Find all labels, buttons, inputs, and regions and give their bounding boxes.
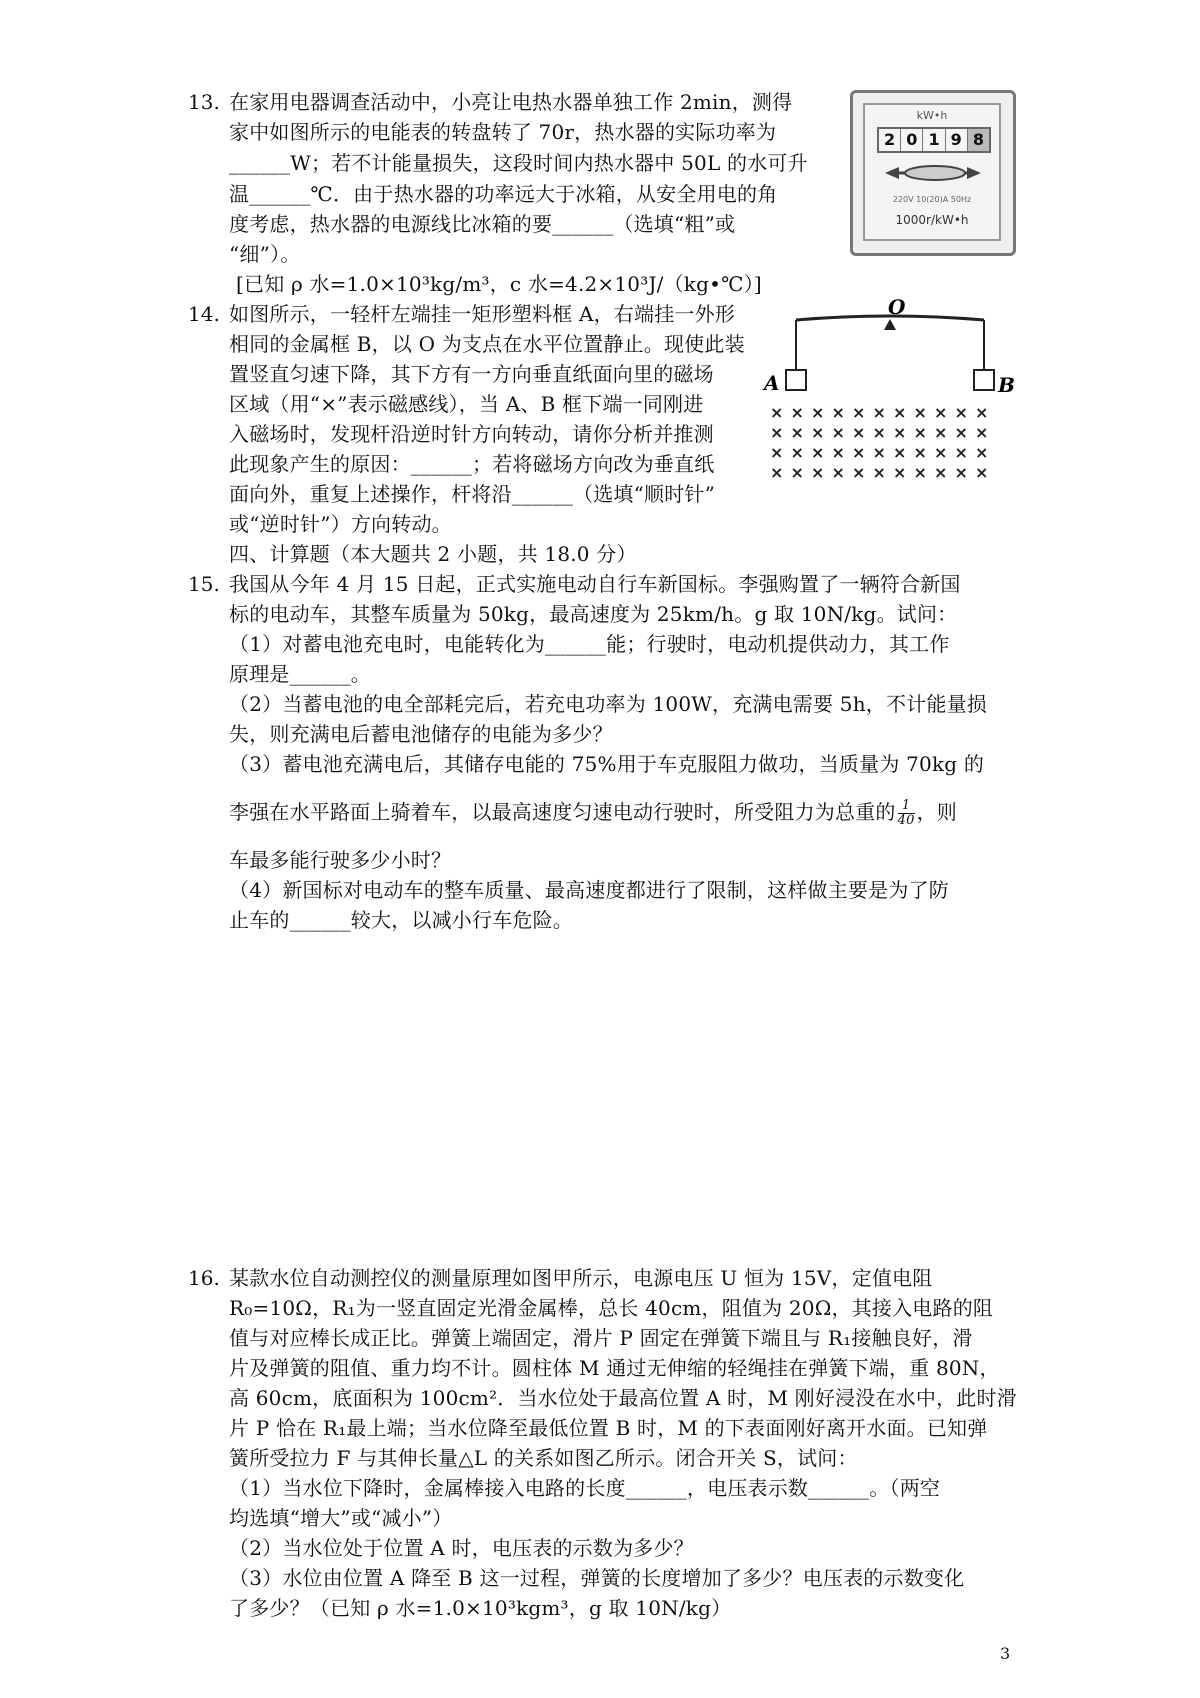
q14-line-5: 入磁场时，发现杆沿逆时针方向转动，请你分析并推测 bbox=[229, 422, 714, 446]
q13-line-5: 度考虑，热水器的电源线比冰箱的要______（选填“粗”或 bbox=[229, 212, 736, 236]
frame-a-label: A bbox=[764, 371, 780, 395]
field-cross: × bbox=[811, 443, 825, 462]
field-cross: × bbox=[790, 463, 804, 482]
q14-line-4: 区域（用“×”表示磁感线），当 A、B 框下端一同刚进 bbox=[229, 392, 704, 416]
q14-line-2: 相同的金属框 B，以 O 为支点在水平位置静止。现使此装 bbox=[229, 332, 745, 356]
field-cross: × bbox=[975, 423, 989, 442]
field-cross: × bbox=[852, 463, 866, 482]
field-cross: × bbox=[790, 423, 804, 442]
q15-line-8-text: 李强在水平路面上骑着车，以最高速度匀速电动行驶时，所受阻力为总重的 bbox=[229, 800, 896, 824]
field-cross: × bbox=[831, 443, 845, 462]
q14-line-3: 置竖直匀速下降，其下方有一方向垂直纸面向里的磁场 bbox=[229, 362, 714, 386]
field-cross: × bbox=[790, 403, 804, 422]
meter-face bbox=[863, 103, 1001, 241]
q13-line-2: 家中如图所示的电能表的转盘转了 70r，热水器的实际功率为 bbox=[229, 120, 777, 144]
q16-line-9: 均选填“增大”或“减小”） bbox=[229, 1506, 453, 1530]
q13-line-3: ______W；若不计能量损失，这段时间内热水器中 50L 的水可升 bbox=[229, 151, 808, 175]
field-cross: × bbox=[913, 463, 927, 482]
meter-revolutions: 1000r/kW•h bbox=[895, 213, 969, 227]
meter-spec: 220V 10(20)A 50Hz bbox=[892, 195, 972, 204]
q15-line-10: （4）新国标对电动车的整车质量、最高速度都进行了限制，这样做主要是为了防 bbox=[229, 878, 949, 902]
fraction-one-fortieth bbox=[898, 799, 915, 828]
field-cross: × bbox=[872, 423, 886, 442]
q15-line-6: 失，则充满电后蓄电池储存的电能为多少？ bbox=[229, 722, 613, 746]
q16-number: 16. bbox=[188, 1266, 220, 1290]
field-cross: × bbox=[975, 443, 989, 462]
field-cross: × bbox=[852, 443, 866, 462]
pivot-icon bbox=[884, 319, 896, 330]
field-cross: × bbox=[893, 423, 907, 442]
field-cross: × bbox=[790, 443, 804, 462]
frame-b-label: B bbox=[998, 373, 1015, 397]
section-heading: 四、计算题（本大题共 2 小题，共 18.0 分） bbox=[229, 542, 637, 566]
field-cross: × bbox=[831, 423, 845, 442]
q13-line-7: [已知 ρ 水=1.0×10³kg/m³，c 水=4.2×10³J/（kg•℃）] bbox=[236, 272, 762, 296]
q14-line-6: 此现象产生的原因：______；若将磁场方向改为垂直纸 bbox=[229, 452, 715, 476]
q15-line-7: （3）蓄电池充满电后，其储存电能的 75%用于车克服阻力做功，当质量为 70kg 的 bbox=[229, 752, 985, 776]
meter-digits bbox=[877, 127, 991, 153]
pivot-label: O bbox=[888, 295, 906, 319]
q13-line-1: 在家用电器调查活动中，小亮让电热水器单独工作 2min，测得 bbox=[229, 90, 793, 114]
field-cross: × bbox=[770, 463, 784, 482]
q13-line-6: “细”）。 bbox=[229, 242, 301, 266]
meter-digit: 0 bbox=[901, 129, 923, 151]
page-number: 3 bbox=[1000, 1644, 1011, 1663]
q15-line-1: 我国从今年 4 月 15 日起，正式实施电动自行车新国标。李强购置了一辆符合新国 bbox=[229, 572, 961, 596]
field-cross: × bbox=[913, 403, 927, 422]
frame-b bbox=[974, 370, 994, 390]
q14-line-1: 如图所示，一轻杆左端挂一矩形塑料框 A，右端挂一外形 bbox=[229, 302, 736, 326]
q15-line-2: 标的电动车，其整车质量为 50kg，最高速度为 25km/h。g 取 10N/kg。试问： bbox=[229, 602, 958, 626]
field-cross: × bbox=[975, 403, 989, 422]
magnetic-field-crosses bbox=[770, 403, 988, 482]
meter-unit: kW•h bbox=[916, 109, 948, 122]
electric-meter-figure bbox=[850, 90, 1016, 256]
q15-number: 15. bbox=[188, 572, 220, 596]
q13-number: 13. bbox=[188, 90, 220, 114]
field-cross: × bbox=[934, 423, 948, 442]
field-cross: × bbox=[975, 463, 989, 482]
field-cross: × bbox=[893, 463, 907, 482]
field-cross: × bbox=[852, 423, 866, 442]
field-cross: × bbox=[770, 443, 784, 462]
q16-line-6: 片 P 恰在 R₁最上端；当水位降至最低位置 B 时，M 的下表面刚好离开水面。已知弹 bbox=[229, 1416, 988, 1440]
fraction-denominator: 40 bbox=[897, 813, 915, 828]
field-cross: × bbox=[913, 423, 927, 442]
fraction-numerator: 1 bbox=[898, 799, 915, 814]
q16-line-5: 高 60cm，底面积为 100cm²．当水位处于最高位置 A 时，M 刚好浸没在水中，此时滑 bbox=[229, 1386, 1017, 1410]
field-cross: × bbox=[811, 403, 825, 422]
field-cross: × bbox=[934, 443, 948, 462]
q16-line-2: R₀=10Ω，R₁为一竖直固定光滑金属棒，总长 40cm，阻值为 20Ω，其接入电路的阻 bbox=[229, 1296, 994, 1320]
field-cross: × bbox=[934, 463, 948, 482]
field-cross: × bbox=[893, 443, 907, 462]
field-cross: × bbox=[831, 463, 845, 482]
q16-line-8: （1）当水位下降时，金属棒接入电路的长度______，电压表示数______。（两空 bbox=[229, 1476, 941, 1500]
field-cross: × bbox=[770, 423, 784, 442]
meter-digit: 2 bbox=[879, 129, 901, 151]
q15-line-8-tail: ，则 bbox=[916, 800, 957, 824]
field-cross: × bbox=[811, 463, 825, 482]
q16-line-11: （3）水位由位置 A 降至 B 这一过程，弹簧的长度增加了多少？电压表的示数变化 bbox=[229, 1566, 965, 1590]
q16-line-12: 了多少？（已知 ρ 水=1.0×10³kgm³，g 取 10N/kg） bbox=[229, 1596, 732, 1620]
field-cross: × bbox=[852, 403, 866, 422]
lever-magnetic-field-figure bbox=[764, 292, 1015, 492]
field-cross: × bbox=[954, 463, 968, 482]
q15-line-8 bbox=[229, 798, 957, 828]
field-cross: × bbox=[770, 403, 784, 422]
q16-line-1: 某款水位自动测控仪的测量原理如图甲所示，电源电压 U 恒为 15V，定值电阻 bbox=[229, 1266, 933, 1290]
q13-line-4: 温______℃．由于热水器的功率远大于冰箱，从安全用电的角 bbox=[229, 182, 778, 206]
q14-line-8: 或“逆时针”）方向转动。 bbox=[229, 512, 452, 536]
q15-line-4: 原理是______。 bbox=[229, 662, 371, 686]
q16-line-4: 片及弹簧的阻值、重力均不计。圆柱体 M 通过无伸缩的轻绳挂在弹簧下端，重 80N， bbox=[229, 1356, 1000, 1380]
meter-disc-icon bbox=[883, 161, 983, 185]
q16-line-3: 值与对应棒长成正比。弹簧上端固定，滑片 P 固定在弹簧下端且与 R₁接触良好，滑 bbox=[229, 1326, 973, 1350]
q16-line-10: （2）当水位处于位置 A 时，电压表的示数为多少？ bbox=[229, 1536, 694, 1560]
field-cross: × bbox=[954, 443, 968, 462]
field-cross: × bbox=[954, 403, 968, 422]
field-cross: × bbox=[954, 423, 968, 442]
q15-line-5: （2）当蓄电池的电全部耗完后，若充电功率为 100W，充满电需要 5h，不计能量损 bbox=[229, 692, 987, 716]
field-cross: × bbox=[831, 403, 845, 422]
meter-digit: 8 bbox=[968, 129, 989, 151]
q15-line-3: （1）对蓄电池充电时，电能转化为______能；行驶时，电动机提供动力，其工作 bbox=[229, 632, 950, 656]
field-cross: × bbox=[893, 403, 907, 422]
field-cross: × bbox=[811, 423, 825, 442]
field-cross: × bbox=[913, 443, 927, 462]
field-cross: × bbox=[934, 403, 948, 422]
meter-digit: 9 bbox=[946, 129, 968, 151]
q14-number: 14. bbox=[188, 302, 220, 326]
q16-line-7: 簧所受拉力 F 与其伸长量△L 的关系如图乙所示。闭合开关 S，试问： bbox=[229, 1446, 858, 1470]
frame-a bbox=[786, 370, 806, 390]
field-cross: × bbox=[872, 463, 886, 482]
q15-line-9: 车最多能行驶多少小时？ bbox=[229, 848, 452, 872]
meter-digit: 1 bbox=[923, 129, 945, 151]
q15-line-11: 止车的______较大，以减小行车危险。 bbox=[229, 908, 573, 932]
field-cross: × bbox=[872, 403, 886, 422]
q14-line-7: 面向外，重复上述操作，杆将沿______（选填“顺时针” bbox=[229, 482, 716, 506]
field-cross: × bbox=[872, 443, 886, 462]
